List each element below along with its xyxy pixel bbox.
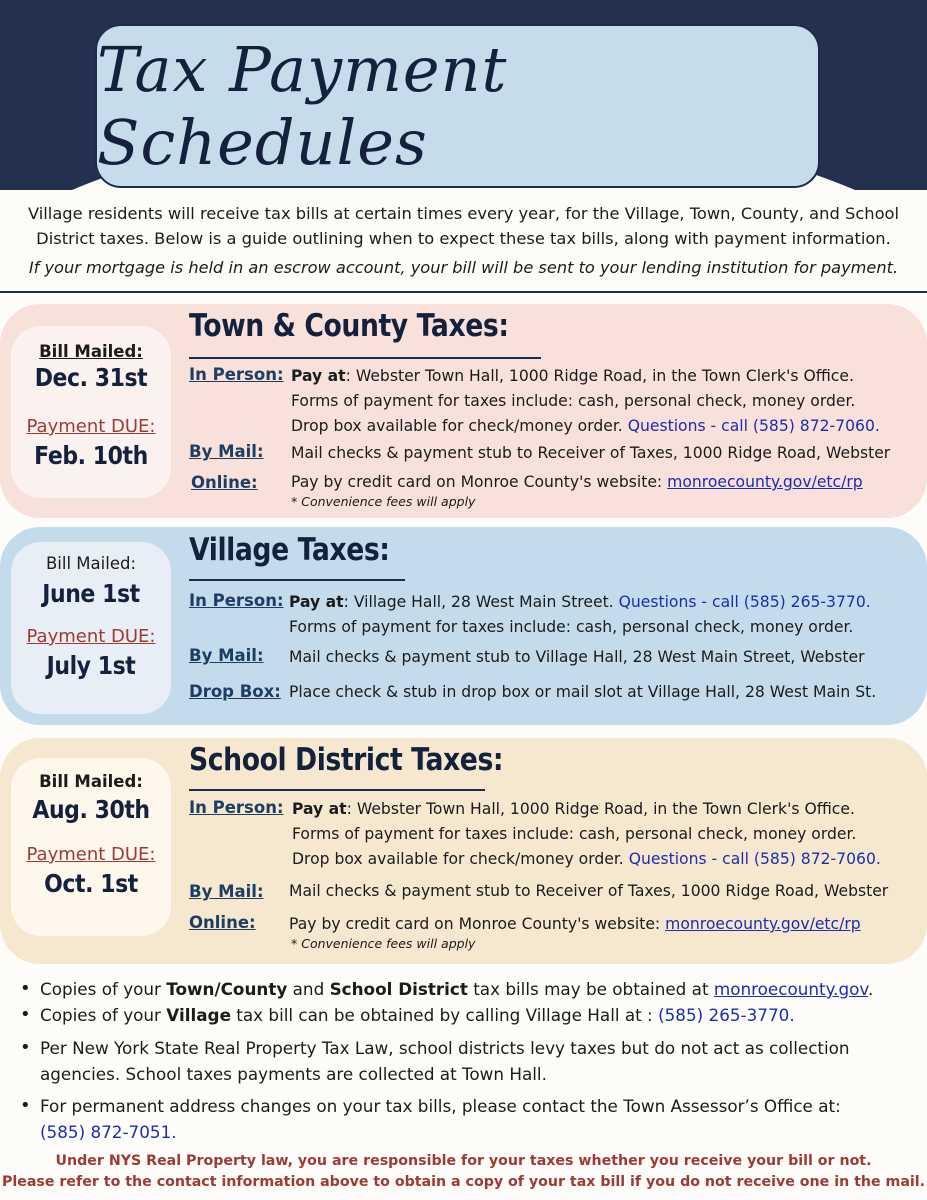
bullet-text: agencies. School taxes payments are collected at Town Hall. [40, 1064, 547, 1084]
school-date-card [11, 758, 171, 936]
list-item [20, 1002, 900, 1028]
school-fee-note: * Convenience fees will apply [291, 936, 476, 951]
village-mail-label: By Mail: [189, 646, 264, 665]
village-heading: Village Taxes: [189, 532, 390, 568]
village-location: : Village Hall, 28 West Main Street. [343, 593, 614, 611]
intro-line-2: District taxes. Below is a guide outlining when to expect these tax bills, along with payment information. [36, 229, 891, 248]
town-mail-text: Mail checks & payment stub to Receiver of Taxes, 1000 Ridge Road, Webster [291, 444, 891, 462]
school-due-date: Oct. 1st [44, 869, 138, 898]
intro-paragraph [10, 201, 917, 251]
school-heading-rule [189, 789, 485, 791]
school-bill-mailed-date: Aug. 30th [32, 795, 150, 824]
pay-at-label: Pay at [289, 593, 344, 611]
village-in-person-label: In Person: [189, 591, 284, 610]
school-in-person-label: In Person: [189, 798, 284, 817]
bullet-text: . [868, 979, 874, 999]
town-date-card [11, 326, 171, 498]
bullet-text: • Per New York State Real Property Tax Law, school districts levy taxes but do not act as collection [40, 1038, 850, 1058]
town-location: : Webster Town Hall, 1000 Ridge Road, in the Town Clerk's Office. [345, 367, 854, 385]
payment-due-label: Payment DUE: [26, 416, 156, 437]
page-title: Tax Payment Schedules [97, 33, 508, 179]
list-item [20, 1093, 900, 1145]
intro-line-1: Village residents will receive tax bills at certain times every year, for the Village, Town, County, and School [27, 204, 900, 223]
bullet-text: and [287, 979, 330, 999]
village-date-card [11, 542, 171, 714]
town-in-person-text [291, 364, 854, 389]
bill-mailed-label: Bill Mailed: [39, 342, 143, 361]
town-mail-label: By Mail: [189, 442, 264, 461]
village-in-person-text [289, 590, 871, 615]
bullet-bold: Town/County [166, 979, 288, 999]
village-forms-text: Forms of payment for taxes include: cash, personal check, money order. [289, 618, 854, 636]
town-in-person-label: In Person: [189, 365, 284, 384]
school-in-person-text [292, 797, 855, 822]
town-online-desc: Pay by credit card on Monroe County's website: [291, 473, 668, 491]
town-online-label: Online: [191, 473, 258, 492]
assessor-phone[interactable]: (585) 872-7051. [40, 1122, 177, 1142]
bullet-text: • For permanent address changes on your tax bills, please contact the Town Assessor’s Office at: [40, 1096, 841, 1116]
bullet-bold: School District [329, 979, 468, 999]
bullet-text: Copies of your [40, 1005, 167, 1025]
town-questions-phone[interactable]: Questions - call (585) 872-7060. [627, 417, 880, 435]
town-heading-rule [189, 357, 541, 359]
school-dropbox: Drop box available for check/money order. [292, 850, 624, 868]
town-online-link[interactable]: monroecounty.gov/etc/rp [667, 473, 863, 491]
bill-mailed-label: Bill Mailed: [39, 772, 143, 791]
village-mail-text: Mail checks & payment stub to Village Hall, 28 West Main Street, Webster [289, 648, 865, 666]
school-online-label: Online: [189, 913, 256, 932]
bullet-text: tax bill can be obtained by calling Village Hall at : [230, 1005, 659, 1025]
payment-due-label: Payment DUE: [26, 626, 156, 647]
divider [0, 291, 927, 293]
bullet-bold: Village [166, 1005, 231, 1025]
list-item [20, 1035, 900, 1087]
town-dropbox-text [291, 414, 880, 439]
school-online-link[interactable]: monroecounty.gov/etc/rp [665, 915, 861, 933]
school-mail-text: Mail checks & payment stub to Receiver of Taxes, 1000 Ridge Road, Webster [289, 882, 889, 900]
village-heading-rule [189, 579, 405, 581]
school-questions-phone[interactable]: Questions - call (585) 872-7060. [628, 850, 881, 868]
school-online-desc: Pay by credit card on Monroe County's website: [289, 915, 666, 933]
monroecounty-link[interactable]: monroecounty.gov [713, 979, 869, 999]
village-dropbox-label: Drop Box: [189, 682, 281, 701]
bullet-text: tax bills may be obtained at [467, 979, 714, 999]
bullet-text: Copies of your [40, 979, 167, 999]
pay-at-label: Pay at [292, 800, 347, 818]
school-forms-text: Forms of payment for taxes include: cash, personal check, money order. [292, 825, 857, 843]
payment-due-label: Payment DUE: [26, 844, 156, 865]
town-bill-mailed-date: Dec. 31st [34, 363, 148, 392]
escrow-note: If your mortgage is held in an escrow account, your bill will be sent to your lending institution for payment. [28, 258, 899, 277]
title-box [95, 24, 820, 188]
town-county-heading: Town & County Taxes: [189, 308, 509, 344]
village-bill-mailed-date: June 1st [42, 579, 140, 608]
pay-at-label: Pay at [291, 367, 346, 385]
school-dropbox-text [292, 847, 881, 872]
town-dropbox: Drop box available for check/money order. [291, 417, 623, 435]
village-dropbox-text: Place check & stub in drop box or mail slot at Village Hall, 28 West Main St. [289, 683, 877, 701]
village-due-date: July 1st [46, 651, 136, 680]
town-due-date: Feb. 10th [34, 441, 148, 470]
town-fee-note: * Convenience fees will apply [291, 494, 476, 509]
footer-warning-line-2: Please refer to the contact information above to obtain a copy of your tax bill if you do not receive one in the mail. [1, 1174, 926, 1190]
village-questions-phone[interactable]: Questions - call (585) 265-3770. [618, 593, 871, 611]
town-online-text [291, 470, 863, 495]
town-forms-text: Forms of payment for taxes include: cash, personal check, money order. [291, 392, 856, 410]
village-hall-phone[interactable]: (585) 265-3770. [658, 1005, 795, 1025]
school-location: : Webster Town Hall, 1000 Ridge Road, in the Town Clerk's Office. [346, 800, 855, 818]
school-online-text [289, 912, 861, 937]
school-district-heading: School District Taxes: [189, 742, 504, 778]
footer-warning-line-1: Under NYS Real Property law, you are responsible for your taxes whether you receive your bill or not. [55, 1153, 872, 1169]
bill-mailed-label: Bill Mailed: [45, 554, 137, 573]
info-bullet-list [20, 976, 900, 1145]
list-item [20, 976, 900, 1002]
school-mail-label: By Mail: [189, 882, 264, 901]
